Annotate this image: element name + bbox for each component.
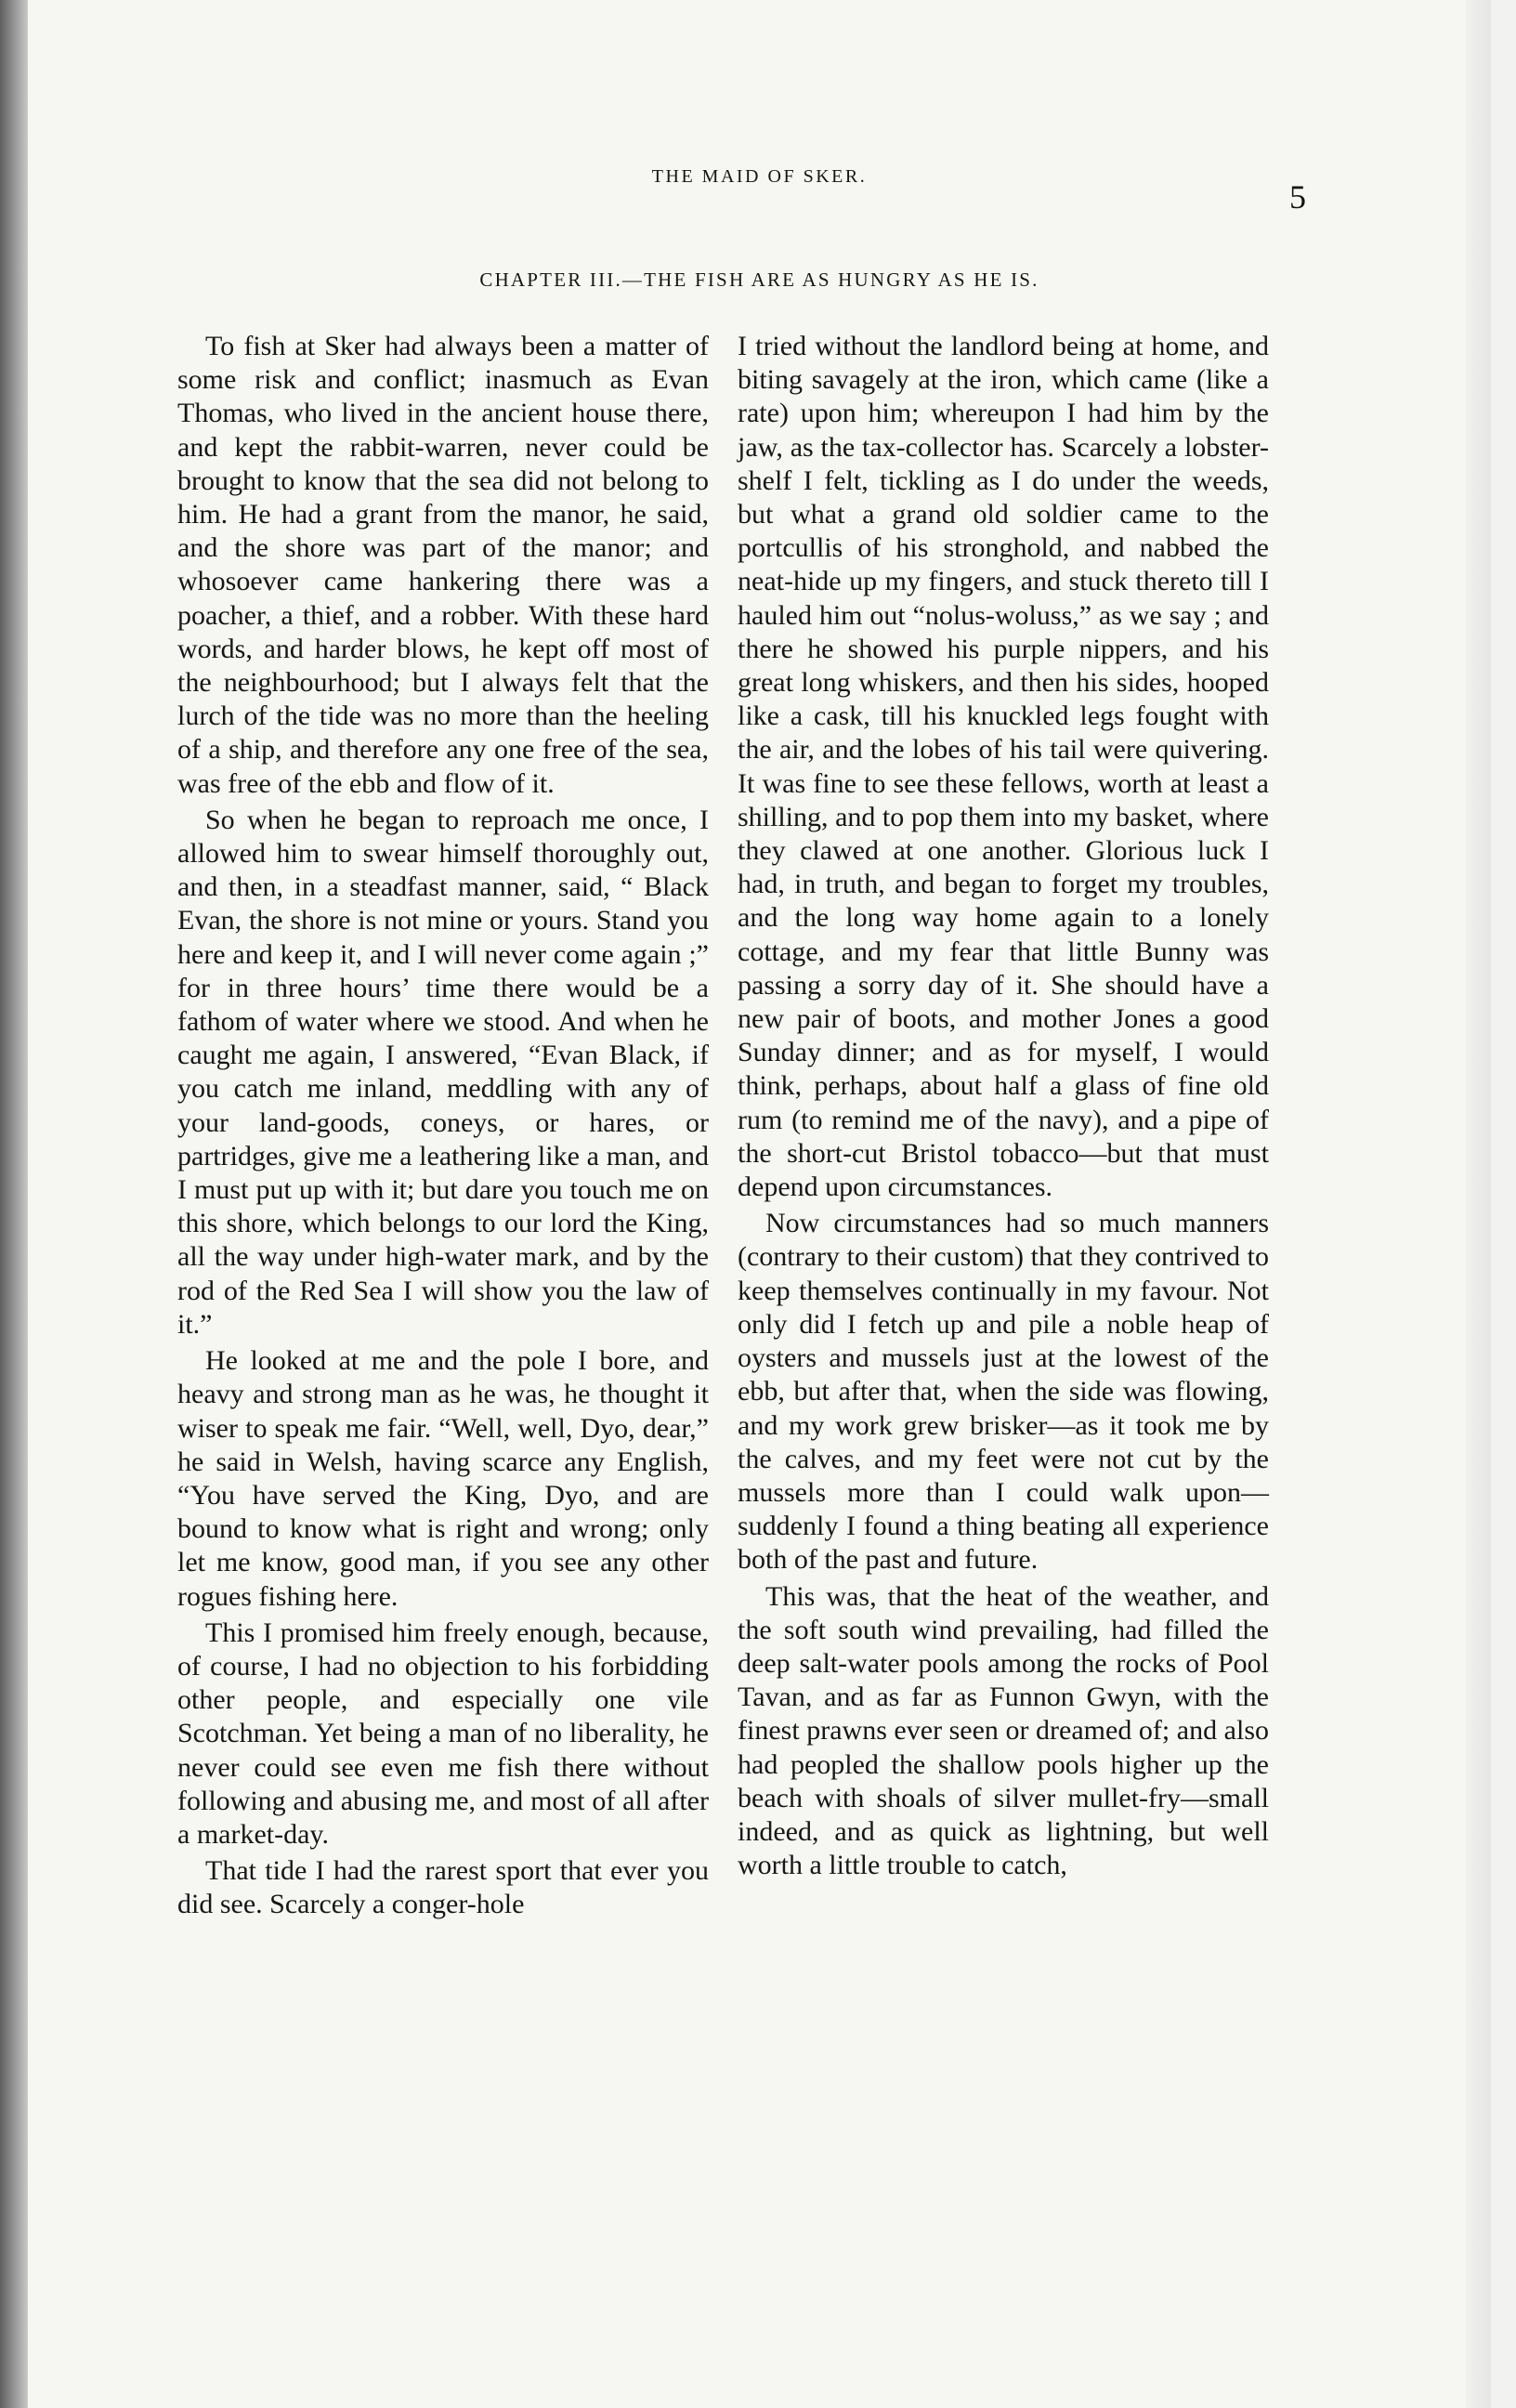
paragraph: I tried without the landlord being at home, and biting savagely at the iron, which came (like a rate) upon him; whereupon I had him by the jaw, as the tax-collector has. Scarcely a lobster-shelf I felt, tickling as I do under the weeds, but what a grand old soldier came to the portcullis of his stronghold, and nabbed the neat-hide up my fingers, and stuck thereto till I hauled him out “nolus-woluss,” as we say ; and there he showed his purple nippers, and his great long whiskers, and then his sides, hooped like a cask, till his knuckled legs fought with the air, and the lobes of his tail were quivering. It was fine to see these fellows, worth at least a shilling, and to pop them into my basket, where they clawed at one another. Glorious luck I had, in truth, and began to forget my troubles, and the long way home again to a lonely cottage, and my fear that little Bunny was passing a sorry day of it. She should have a new pair of boots, and mother Jones a good Sunday dinner; and as for myself, I would think, perhaps, about half a glass of fine old rum (to remind me of the navy), and a pipe of the short-cut Bristol tobacco—but that must depend upon circumstances. <box>738 331 1269 1203</box>
paragraph: To fish at Sker had always been a matter of some risk and conflict; inasmuch as Evan Thomas, who lived in the ancient house there, and kept the rabbit-warren, never could be brought to know that the sea did not belong to him. He had a grant from the manor, he said, and the shore was part of the manor; and whosoever came hankering there was a poacher, a thief, and a robber. With these hard words, and harder blows, he kept off most of the neighbourhood; but I always felt that the lurch of the tide was no more than the heeling of a ship, and therefore any one free of the sea, was free of the ebb and flow of it. <box>177 331 709 799</box>
right-column <box>738 330 1269 1885</box>
paragraph: So when he began to reproach me once, I allowed him to swear himself thoroughly out, and then, in a steadfast manner, said, “ Black Evan, the shore is not mine or yours. Stand you here and keep it, and I will never come again ;” for in three hours’ time there would be a fathom of water where we stood. And when he caught me again, I answered, “Evan Black, if you catch me inland, meddling with any of your land-goods, coneys, or hares, or partridges, give me a leathering like a man, and I must put up with it; but dare you touch me on this shore, which belongs to our lord the King, all the way under high-water mark, and by the rod of the Red Sea I will show you the law of it.” <box>177 804 709 1340</box>
paragraph: This I promised him freely enough, because, of course, I had no objection to his forbidding other people, and especially one vile Scotchman. Yet being a man of no liberality, he never could see even me fish there without following and abusing me, and most of all after a market-day. <box>177 1616 709 1850</box>
book-binding-edge <box>0 0 28 2408</box>
left-column <box>177 330 709 1925</box>
chapter-title: CHAPTER III.—THE FISH ARE AS HUNGRY AS HE IS. <box>479 268 1039 291</box>
paragraph: This was, that the heat of the weather, and the soft south wind prevailing, had filled the deep salt-water pools among the rocks of Pool Tavan, and as far as Funnon Gwyn, with the finest prawns ever seen or dreamed of; and also had peopled the shallow pools higher up the beach with shoals of silver mullet-fry—small indeed, and as quick as lightning, but well worth a little trouble to catch, <box>738 1580 1269 1881</box>
book-page <box>28 0 1491 2408</box>
paragraph: That tide I had the rarest sport that ever you did see. Scarcely a conger-hole <box>177 1855 709 1920</box>
running-head: THE MAID OF SKER. <box>651 166 868 187</box>
paragraph: Now circumstances had so much manners (contrary to their custom) that they contrived to keep themselves continually in my favour. Not only did I fetch up and pile a noble heap of oysters and mussels just at the lowest of the ebb, but after that, when the side was flowing, and my work grew brisker—as it took me by the calves, and my feet were not cut by the mussels more than I could walk upon—suddenly I found a thing beating all experience both of the past and future. <box>738 1208 1269 1576</box>
paragraph: He looked at me and the pole I bore, and heavy and strong man as he was, he thought it wiser to speak me fair. “Well, well, Dyo, dear,” he said in Welsh, having scarce any English, “You have served the King, Dyo, and are bound to know what is right and wrong; only let me know, good man, if you see any other rogues fishing here. <box>177 1345 709 1612</box>
page-number: 5 <box>1289 178 1306 216</box>
page-right-margin <box>1466 0 1491 2408</box>
